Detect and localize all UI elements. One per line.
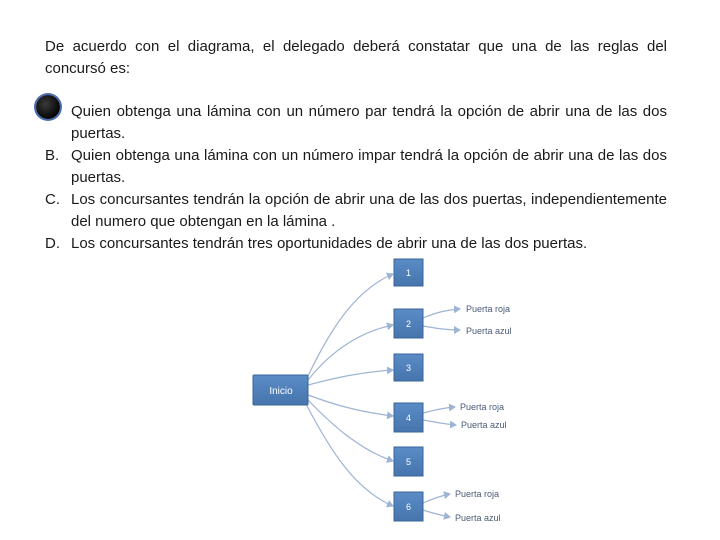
start-connectors bbox=[306, 274, 393, 506]
connector-2-azul bbox=[423, 326, 460, 330]
option-d-text: Los concursantes tendrán tres oportunidades de abrir una de las dos puertas. bbox=[71, 235, 588, 252]
question-text: De acuerdo con el diagrama, el delegado deberá constatar que una de las reglas del concursó es: bbox=[45, 38, 667, 77]
connector-6-azul bbox=[423, 510, 450, 517]
option-c-letter: C. bbox=[45, 191, 60, 208]
connector-start-3 bbox=[308, 370, 393, 385]
door-connectors bbox=[423, 309, 460, 517]
node-1-label: 1 bbox=[405, 268, 412, 278]
node-5 bbox=[394, 447, 423, 476]
connector-4-azul bbox=[423, 420, 456, 425]
door-label-4-roja: Puerta roja bbox=[460, 402, 505, 412]
option-a-text: Quien obtenga una lámina con un número par tendrá la opción de abrir una de las dos puertas. bbox=[71, 103, 667, 142]
option-b-text: Quien obtenga una lámina con un número impar tendrá la opción de abrir una de las dos puertas. bbox=[71, 147, 667, 186]
connector-2-roja bbox=[423, 309, 460, 318]
start-label: Inicio bbox=[269, 386, 293, 397]
connector-start-1 bbox=[308, 274, 393, 376]
door-label-2-azul: Puerta azul bbox=[466, 326, 512, 336]
connector-start-2 bbox=[308, 325, 393, 380]
node-2-label: 2 bbox=[405, 319, 412, 329]
node-4-label: 4 bbox=[405, 413, 412, 423]
door-labels bbox=[455, 304, 512, 523]
door-label-2-roja: Puerta roja bbox=[466, 304, 511, 314]
node-3-label: 3 bbox=[405, 363, 412, 373]
node-6 bbox=[394, 492, 423, 521]
door-label-4-azul: Puerta azul bbox=[461, 420, 507, 430]
node-2 bbox=[394, 309, 423, 338]
start-box bbox=[253, 375, 308, 405]
door-label-6-azul: Puerta azul bbox=[455, 513, 501, 523]
node-1 bbox=[394, 259, 423, 286]
door-label-6-roja: Puerta roja bbox=[455, 489, 500, 499]
node-6-label: 6 bbox=[405, 502, 412, 512]
connector-4-roja bbox=[423, 407, 455, 413]
node-5-label: 5 bbox=[405, 457, 412, 467]
option-d-letter: D. bbox=[45, 235, 60, 252]
option-c-text: Los concursantes tendrán la opción de abrir una de las dos puertas, independientemente del numero que obtengan en la lámina . bbox=[71, 191, 667, 230]
option-b-letter: B. bbox=[45, 147, 60, 164]
connector-6-roja bbox=[423, 494, 450, 503]
node-4 bbox=[394, 403, 423, 432]
node-3 bbox=[394, 354, 423, 381]
connector-start-6 bbox=[306, 404, 393, 506]
